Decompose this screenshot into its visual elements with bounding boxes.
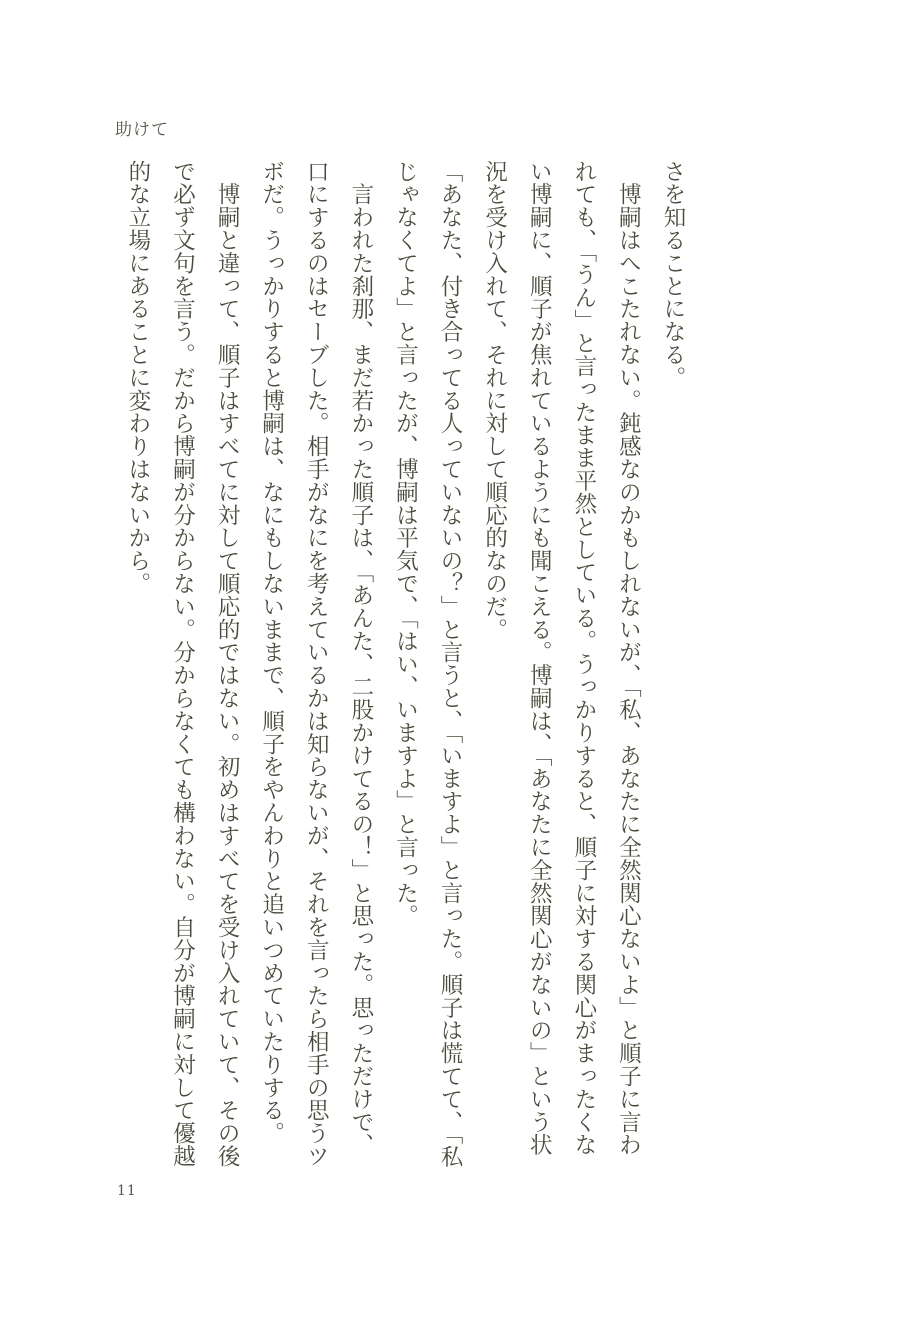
running-head: 助けて bbox=[115, 120, 169, 140]
page-number: 11 bbox=[117, 1183, 137, 1199]
paragraph: 「あなた、付き合ってる人っていないの？」と言うと、「いますよ」と言った。順子は慌てて、「私じゃなくてよ」と言ったが、博嗣は平気で、「はい、いますよ」と言った。 bbox=[392, 160, 464, 1168]
body-text bbox=[124, 160, 695, 1170]
paragraph: 博嗣はへこたれない。鈍感なのかもしれないが、「私、あなたに全然関心ないよ」と順子に言われても、「うん」と言ったまま平然としている。うっかりすると、順子に対する関心がまったくない博嗣に、順子が焦れているようにも聞こえる。博嗣は、「あなたに全然関心がないの」という状況を受け入れて、それに対して順応的なのだ。 bbox=[481, 160, 642, 1157]
paragraph: 言われた刹那、まだ若かった順子は、「あんた、二股かけてるの！」と思った。思っただけで、口にするのはセーブした。相手がなにを考えているかは知らないが、それを言ったら相手の思うツボだ。うっかりすると博嗣は、なにもしないままで、順子をやんわりと追いつめていたりする。 bbox=[258, 160, 374, 1168]
paragraph: 博嗣と違って、順子はすべてに対して順応的ではない。初めはすべてを受け入れていて、その後で必ず文句を言う。だから博嗣が分からない。分からなくても構わない。自分が博嗣に対して優越的な立場にあることに変わりはないから。 bbox=[124, 160, 241, 1168]
paragraph: さを知ることになる。 bbox=[660, 160, 686, 389]
